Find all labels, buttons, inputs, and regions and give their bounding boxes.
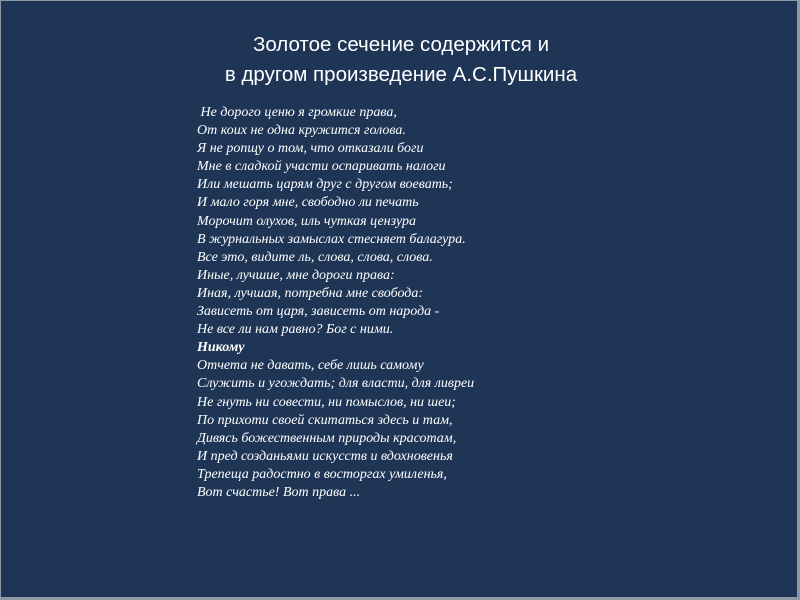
poem-text bbox=[197, 104, 474, 502]
poem-line: Я не ропщу о том, что отказали боги bbox=[197, 141, 424, 157]
title-line-2: в другом произведение А.С.Пушкина bbox=[224, 63, 578, 86]
slide-title bbox=[1, 30, 800, 90]
poem-line: По прихоти своей скитаться здесь и там, bbox=[197, 412, 453, 428]
title-line-1: Золотое сечение содержится и bbox=[252, 33, 550, 56]
poem-line: Морочит олухов, иль чуткая цензура bbox=[197, 213, 417, 229]
poem-line: Служить и угождать; для власти, для ливреи bbox=[197, 376, 475, 392]
poem-line: Не гнуть ни совести, ни помыслов, ни шеи; bbox=[197, 394, 456, 410]
poem-line: И пред созданьями искусств и вдохновенья bbox=[197, 448, 453, 464]
poem-line: Иная, лучшая, потребна мне свобода: bbox=[197, 285, 424, 301]
poem-line: И мало горя мне, свободно ли печать bbox=[197, 195, 419, 211]
poem-line: В журнальных замыслах стесняет балагура. bbox=[197, 231, 466, 247]
poem-line: Трепеща радостно в восторгах умиленья, bbox=[197, 466, 447, 482]
poem-line: Вот счастье! Вот права ... bbox=[197, 484, 361, 500]
poem-line: Не все ли нам равно? Бог с ними. bbox=[197, 322, 394, 338]
poem-line: Не дорого ценю я громкие права, bbox=[197, 105, 397, 120]
poem-line: Или мешать царям друг с другом воевать; bbox=[197, 177, 453, 193]
poem-line: Мне в сладкой участи оспаривать налоги bbox=[197, 159, 446, 175]
poem-line: Все это, видите ль, слова, слова, слова. bbox=[197, 249, 433, 265]
poem-line: Отчета не давать, себе лишь самому bbox=[197, 358, 424, 374]
poem-line: Иные, лучшие, мне дороги права: bbox=[197, 267, 395, 283]
poem-line: Дивясь божественным природы красотам, bbox=[197, 430, 457, 446]
poem-line: Зависеть от царя, зависеть от народа - bbox=[197, 304, 440, 320]
poem-line-emphasis: Никому bbox=[197, 340, 245, 356]
poem-line: От коих не одна кружится голова. bbox=[197, 123, 406, 139]
